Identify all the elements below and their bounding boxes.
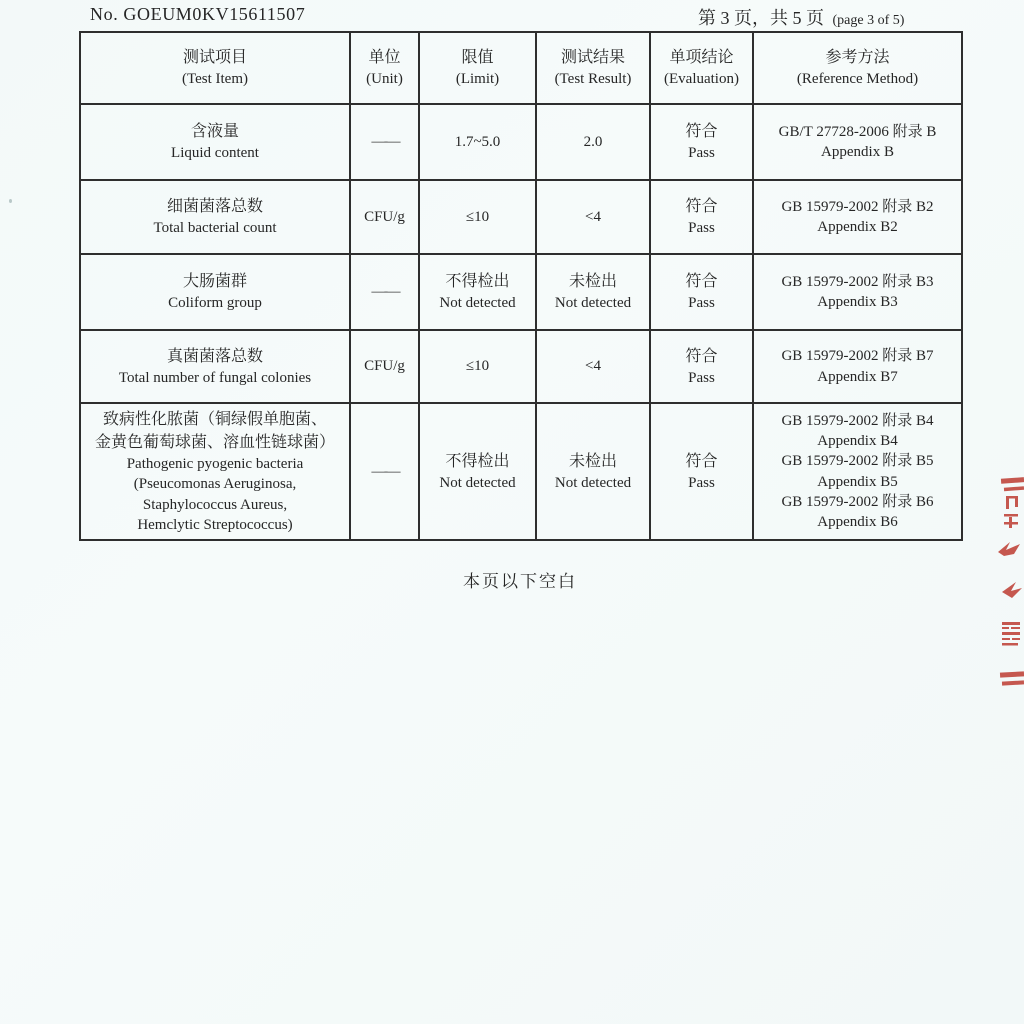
cell-line: Pass <box>688 369 715 386</box>
header-label-cn: 参考方法 <box>825 49 890 67</box>
table-row-liquid-content <box>80 104 962 180</box>
cell-line: Not detected <box>439 474 516 491</box>
cell-line: GB 15979-2002 附录 B7 <box>781 348 934 365</box>
cell-line: Total bacterial count <box>153 220 277 237</box>
table-row-pathogenic-bacteria <box>80 403 962 540</box>
cell-evaluation <box>650 254 753 330</box>
cell-line: 符合 <box>685 452 718 470</box>
cell-reference-method <box>753 254 962 330</box>
cell-line: Not detected <box>439 295 516 312</box>
cell-line: Pass <box>688 220 715 237</box>
cell-line: Appendix B4 <box>817 433 898 449</box>
cell-unit <box>350 254 419 330</box>
cell-line: 细菌菌落总数 <box>166 198 263 216</box>
cell-line: Appendix B <box>821 144 894 160</box>
cell-line: GB 15979-2002 附录 B3 <box>781 273 934 290</box>
cell-test-result <box>536 180 650 254</box>
cell-line: ≤10 <box>465 358 490 375</box>
cell-line: 大肠菌群 <box>182 273 247 291</box>
cell-line: 符合 <box>685 198 718 216</box>
column-header-unit <box>350 32 419 104</box>
cell-test-item <box>80 104 350 180</box>
header-label-cn: 限值 <box>461 49 494 67</box>
page-indicator-en: (page 3 of 5) <box>832 13 905 28</box>
header-label-en: (Reference Method) <box>796 71 919 88</box>
partial-red-seal-icon <box>994 476 1024 690</box>
header-label-en: (Evaluation) <box>664 71 739 88</box>
cell-test-result <box>536 330 650 403</box>
cell-line: 真菌菌落总数 <box>166 347 263 365</box>
header-label-en: (Test Result) <box>554 71 632 88</box>
cell-evaluation <box>650 104 753 180</box>
cell-line: Appendix B2 <box>817 219 898 235</box>
cell-line: Appendix B3 <box>817 294 898 310</box>
cell-line: ≤10 <box>465 208 490 225</box>
cell-line: Coliform group <box>168 295 262 312</box>
table-row-total-bacterial-count <box>80 180 962 254</box>
header-label-en: (Unit) <box>366 71 403 88</box>
cell-evaluation <box>650 180 753 254</box>
scan-speck <box>9 199 12 203</box>
cell-line: Pass <box>688 474 715 491</box>
cell-line: CFU/g <box>364 208 405 225</box>
cell-line: <4 <box>585 208 601 225</box>
cell-line: CFU/g <box>364 358 405 375</box>
cell-line: 符合 <box>685 273 718 291</box>
cell-line: Total number of fungal colonies <box>118 369 312 386</box>
cell-line: 未检出 <box>568 452 617 470</box>
cell-line: Hemclytic Streptococcus) <box>137 516 293 533</box>
cell-test-item <box>80 180 350 254</box>
cell-line: <4 <box>585 358 601 375</box>
test-results-table <box>79 31 963 541</box>
cell-limit <box>419 330 536 403</box>
cell-limit <box>419 104 536 180</box>
cell-line: Pass <box>688 295 715 312</box>
header-label-en: (Test Item) <box>181 71 248 88</box>
cell-line: Not detected <box>554 295 632 312</box>
cell-line: GB 15979-2002 附录 B2 <box>781 198 934 215</box>
header-label-cn: 单项结论 <box>669 49 734 67</box>
cell-line: GB 15979-2002 附录 B4 <box>781 412 934 429</box>
cell-unit <box>350 330 419 403</box>
cell-line: —— <box>371 133 398 151</box>
cell-line: 不得检出 <box>445 273 510 291</box>
table-row-coliform-group <box>80 254 962 330</box>
cell-reference-method <box>753 330 962 403</box>
header-label-cn: 单位 <box>368 49 401 67</box>
cell-reference-method <box>753 180 962 254</box>
header-label-en: (Limit) <box>455 71 500 88</box>
cell-test-item <box>80 403 350 540</box>
cell-line: 2.0 <box>583 133 603 150</box>
header-label-cn: 测试项目 <box>182 49 247 67</box>
cell-unit <box>350 180 419 254</box>
cell-line: 未检出 <box>568 273 617 291</box>
cell-test-result <box>536 254 650 330</box>
column-header-reference-method <box>753 32 962 104</box>
cell-line: —— <box>371 462 398 480</box>
cell-line: Pass <box>688 145 715 162</box>
cell-line: 不得检出 <box>445 452 510 470</box>
table-row-fungal-colonies <box>80 330 962 403</box>
column-header-test-result <box>536 32 650 104</box>
page-footer-note: 本页以下空白 <box>463 572 577 591</box>
cell-evaluation <box>650 330 753 403</box>
cell-line: Appendix B7 <box>817 368 898 385</box>
cell-line: GB 15979-2002 附录 B6 <box>781 493 934 510</box>
cell-limit <box>419 403 536 540</box>
cell-line: Staphylococcus Aureus, <box>142 496 288 513</box>
column-header-test-item <box>80 32 350 104</box>
cell-line: —— <box>371 283 398 301</box>
page-indicator-cn: 第 3 页，共 5 页 <box>698 8 824 28</box>
cell-line: Liquid content <box>171 145 259 162</box>
cell-test-item <box>80 254 350 330</box>
report-number: No. GOEUM0KV15611507 <box>90 4 306 24</box>
cell-test-result <box>536 403 650 540</box>
cell-line: Appendix B5 <box>817 473 898 490</box>
cell-unit <box>350 104 419 180</box>
cell-test-result <box>536 104 650 180</box>
cell-line: 符合 <box>685 347 718 365</box>
cell-reference-method <box>753 104 962 180</box>
cell-test-item <box>80 330 350 403</box>
page-indicator <box>698 4 904 31</box>
cell-line: (Pseucomonas Aeruginosa, <box>133 476 297 493</box>
cell-line: GB 15979-2002 附录 B5 <box>781 453 934 470</box>
table-header-row <box>80 32 962 104</box>
cell-line: Pathogenic pyogenic bacteria <box>126 456 304 473</box>
column-header-limit <box>419 32 536 104</box>
cell-limit <box>419 180 536 254</box>
cell-line: 金黄色葡萄球菌、溶血性链球菌） <box>94 434 335 451</box>
cell-unit <box>350 403 419 540</box>
header-label-cn: 测试结果 <box>560 49 625 67</box>
cell-line: 符合 <box>685 123 718 141</box>
cell-reference-method <box>753 403 962 540</box>
column-header-evaluation <box>650 32 753 104</box>
cell-limit <box>419 254 536 330</box>
cell-line: 1.7~5.0 <box>454 133 501 150</box>
cell-line: GB/T 27728-2006 附录 B <box>778 123 937 140</box>
cell-evaluation <box>650 403 753 540</box>
cell-line: Appendix B6 <box>817 514 898 530</box>
cell-line: 含液量 <box>190 123 239 141</box>
cell-line: 致病性化脓菌（铜绿假单胞菌、 <box>102 410 327 428</box>
cell-line: Not detected <box>554 474 632 491</box>
